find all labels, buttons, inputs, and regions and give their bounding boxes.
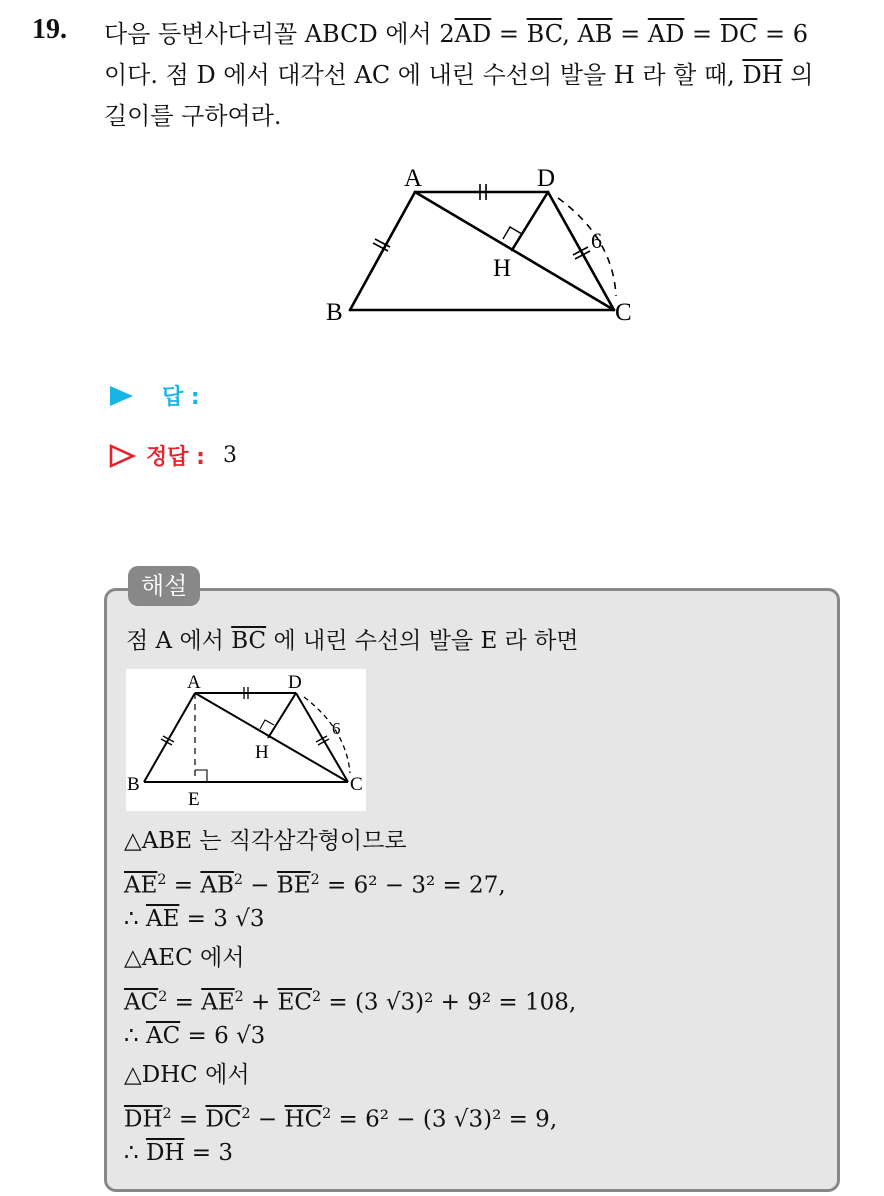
- label-6: 6: [591, 228, 602, 253]
- label-a: A: [404, 165, 423, 192]
- question-number: 19.: [32, 14, 67, 45]
- correct-answer-label: 정답 :: [146, 445, 205, 470]
- correct-answer-row: [108, 440, 237, 471]
- question-line-3: 길이를 구하여라.: [104, 102, 282, 130]
- question-line-2: 이다. 점 D 에서 대각선 AC 에 내린 수선의 발을 H 라 할 때, $\overline{DH}$ 의: [104, 61, 814, 89]
- explanation-intro: 점 A 에서 $\overline{BC}$ 에 내린 수선의 발을 E 라 하면: [126, 628, 579, 654]
- explanation-line-4: △AEC 에서: [124, 945, 245, 971]
- label-d: D: [537, 165, 556, 192]
- label-h-2: H: [255, 742, 269, 763]
- answer-row: [108, 380, 218, 411]
- label-b: B: [326, 299, 343, 326]
- label-e: E: [188, 789, 200, 810]
- label-d-2: D: [288, 672, 302, 693]
- trapezoid-figure-with-e: [126, 669, 366, 811]
- outline-triangle-icon: [108, 444, 136, 468]
- answer-label: 답 :: [162, 385, 200, 410]
- label-h: H: [493, 255, 512, 282]
- label-b-2: B: [127, 774, 140, 795]
- explanation-steps: [124, 822, 576, 1173]
- explanation-line-9: ∴ $\overline{DH} = 3$: [124, 1140, 233, 1166]
- explanation-line-3: ∴ $\overline{AE} = 3$ √3: [124, 906, 265, 932]
- trapezoid-figure: [318, 158, 648, 328]
- label-c: C: [615, 299, 632, 326]
- explanation-line-7: △DHC 에서: [124, 1062, 250, 1088]
- explanation-line-5: $\overline{AC}^2 = \overline{AE}^2 + \overline{EC}^2 = (3$ √3)² + 9² = 108,: [124, 989, 577, 1016]
- label-a-2: A: [187, 672, 201, 693]
- question-text: [104, 14, 864, 137]
- question-line-1: 다음 등변사다리꼴 ABCD 에서 $2\overline{AD} = \overline{BC}$, $\overline{AB} = \overline{AD} = \overline{DC} = 6$: [104, 20, 809, 48]
- explanation-line-1: △ABE 는 직각삼각형이므로: [124, 828, 407, 854]
- explanation-line-6: ∴ $\overline{AC} = 6$ √3: [124, 1023, 266, 1049]
- explanation-tab: 해설: [128, 566, 200, 606]
- play-triangle-icon: [108, 385, 134, 407]
- explanation-line-8: $\overline{DH}^2 = \overline{DC}^2 - \overline{HC}^2 = 6^2 - (3$ √3)² = 9,: [124, 1106, 558, 1133]
- explanation-line-2: $\overline{AE}^2 = \overline{AB}^2 - \overline{BE}^2 = 6^2 - 3^2 = 27$,: [124, 872, 506, 899]
- label-c-2: C: [350, 774, 363, 795]
- correct-answer-value: 3: [222, 443, 237, 468]
- label-6-2: 6: [332, 719, 341, 738]
